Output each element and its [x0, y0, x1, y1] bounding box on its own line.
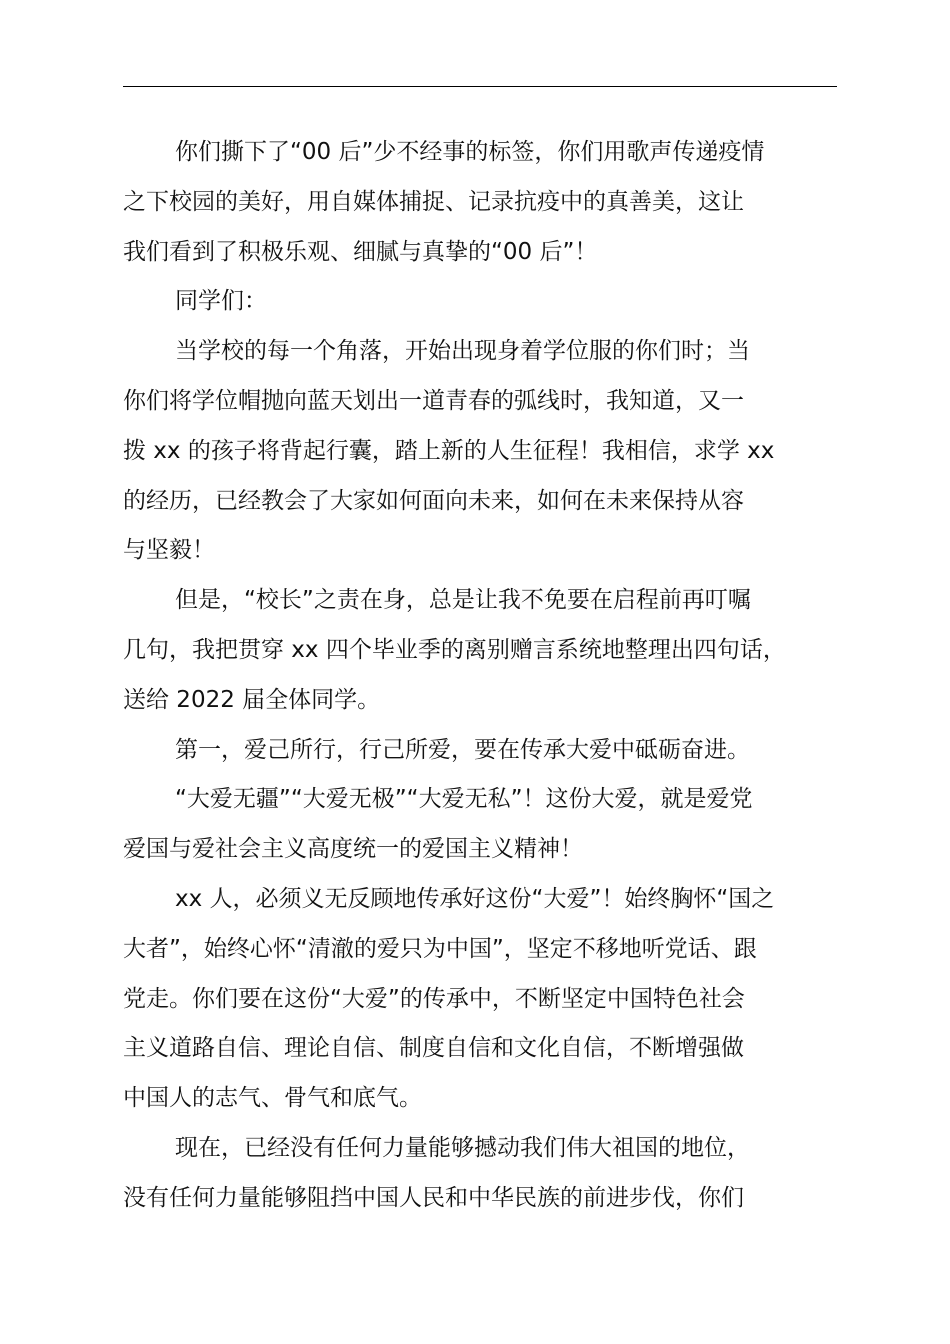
text-line: 你们将学位帽抛向蓝天划出一道青春的弧线时，我知道，又一: [123, 387, 744, 414]
text-line: 但是，“校长”之责在身，总是让我不免要在启程前再叮嘱: [175, 587, 751, 614]
text-line: 大者”，始终心怀“清澈的爱只为中国”，坚定不移地听党话、跟: [123, 935, 757, 962]
text-line: “大爱无疆”“大爱无极”“大爱无私”！这份大爱，就是爱党: [175, 786, 753, 813]
text-line: 主义道路自信、理论自信、制度自信和文化自信，不断增强做: [123, 1035, 744, 1062]
text-line: 与坚毅！: [123, 537, 215, 564]
text-line: 之下校园的美好，用自媒体捕捉、记录抗疫中的真善美，这让: [123, 188, 744, 215]
header-divider: [123, 86, 837, 87]
text-line: 我们看到了积极乐观、细腻与真挚的“00 后”！: [123, 238, 598, 265]
text-line: 你们撕下了“00 后”少不经事的标签，你们用歌声传递疫情: [175, 139, 765, 165]
text-line: 没有任何力量能够阻挡中国人民和中华民族的前进步伐，你们: [123, 1184, 744, 1211]
text-line: 的经历，已经教会了大家如何面向未来，如何在未来保持从容: [123, 487, 744, 514]
text-line: 党走。你们要在这份“大爱”的传承中，不断坚定中国特色社会: [123, 985, 745, 1012]
text-line: 送给 2022 届全体同学。: [123, 686, 381, 713]
text-line: 第一，爱己所行，行己所爱，要在传承大爱中砥砺奋进。: [175, 736, 750, 763]
text-line: 当学校的每一个角落，开始出现身着学位服的你们时；当: [175, 338, 750, 365]
text-line: xx 人，必须义无反顾地传承好这份“大爱”！始终胸怀“国之: [175, 885, 775, 912]
text-line: 几句，我把贯穿 xx 四个毕业季的离别赠言系统地整理出四句话，: [123, 636, 786, 663]
text-line: 现在，已经没有任何力量能够撼动我们伟大祖国的地位，: [175, 1134, 750, 1161]
text-line: 爱国与爱社会主义高度统一的爱国主义精神！: [123, 836, 583, 863]
text-line: 拨 xx 的孩子将背起行囊，踏上新的人生征程！我相信，求学 xx: [123, 437, 775, 464]
body-text: [123, 128, 839, 1224]
text-line: 中国人的志气、骨气和底气。: [123, 1085, 422, 1112]
text-line: 同学们：: [175, 288, 267, 315]
